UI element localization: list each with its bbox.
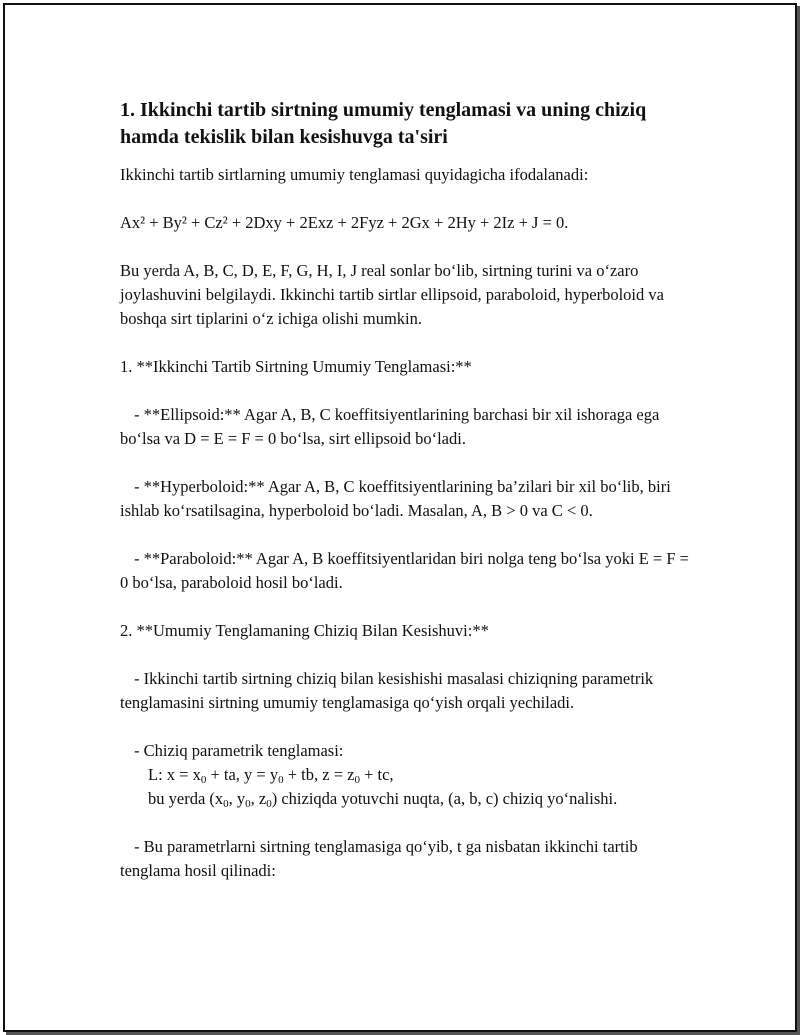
explanation-paragraph: Bu yerda A, B, C, D, E, F, G, H, I, J real sonlar bo‘lib, sirtning turini va o‘zaro joylashuvini belgilaydi. Ikkinchi tartib sirtlar ellipsoid, paraboloid, hyperboloid va boshqa sirt tiplarini o‘z ichiga olishi mumkin. xyxy=(120,261,664,328)
ellipsoid-item xyxy=(120,403,700,451)
paraboloid-text: - **Paraboloid:** Agar A, B koeffitsiyentlaridan biri nolga teng bo‘lsa yoki E = F = 0 bo‘lsa, paraboloid hosil bo‘ladi. xyxy=(120,549,689,592)
hyperboloid-item xyxy=(120,475,700,523)
section1-heading: 1. **Ikkinchi Tartib Sirtning Umumiy Tenglamasi:** xyxy=(120,357,472,376)
document-content xyxy=(120,97,700,907)
document-page xyxy=(3,3,797,1032)
paraboloid-item xyxy=(120,547,700,595)
param-where: bu yerda ($x_0$, $y_0$, $z_0$) chiziqda yotuvchi nuqta, (a, b, c) chiziq yo‘nalishi. xyxy=(148,789,618,810)
param-label: - Chiziq parametrik tenglamasi: xyxy=(134,741,344,760)
section2-heading: 2. **Umumiy Tenglamaning Chiziq Bilan Kesishuvi:** xyxy=(120,621,489,640)
document-title: 1. Ikkinchi tartib sirtning umumiy tenglamasi va uning chiziq hamda tekislik bilan kesishuvga ta'siri xyxy=(120,99,647,148)
line-intro-item xyxy=(120,667,700,715)
intro-paragraph: Ikkinchi tartib sirtlarning umumiy tenglamasi quyidagicha ifodalanadi: xyxy=(120,165,589,184)
param-block xyxy=(120,739,700,811)
ellipsoid-text: - **Ellipsoid:** Agar A, B, C koeffitsiyentlarining barchasi bir xil ishoraga ega bo‘lsa va D = E = F = 0 bo‘lsa, sirt ellipsoid bo‘ladi. xyxy=(120,405,660,448)
hyperboloid-text: - **Hyperboloid:** Agar A, B, C koeffitsiyentlarining ba’zilari bir xil bo‘lib, biri ishlab ko‘rsatilsagina, hyperboloid bo‘ladi. Masalan, A, B > 0 va C < 0. xyxy=(120,477,671,520)
param-equation: L: $x = x_0$ + ta, $y = y_0$ + tb, $z = z_0$ + tc, xyxy=(148,765,394,786)
substitute-item xyxy=(120,835,700,883)
general-equation: Ax² + By² + Cz² + 2Dxy + 2Exz + 2Fyz + 2Gx + 2Hy + 2Iz + J = 0. xyxy=(120,213,569,232)
substitute-text: - Bu parametrlarni sirtning tenglamasiga qo‘yib, t ga nisbatan ikkinchi tartib tenglama hosil qilinadi: xyxy=(120,837,638,880)
line-intro-text: - Ikkinchi tartib sirtning chiziq bilan kesishishi masalasi chiziqning parametrik tenglamasini sirtning umumiy tenglamasiga qo‘yish orqali yechiladi. xyxy=(120,669,654,712)
